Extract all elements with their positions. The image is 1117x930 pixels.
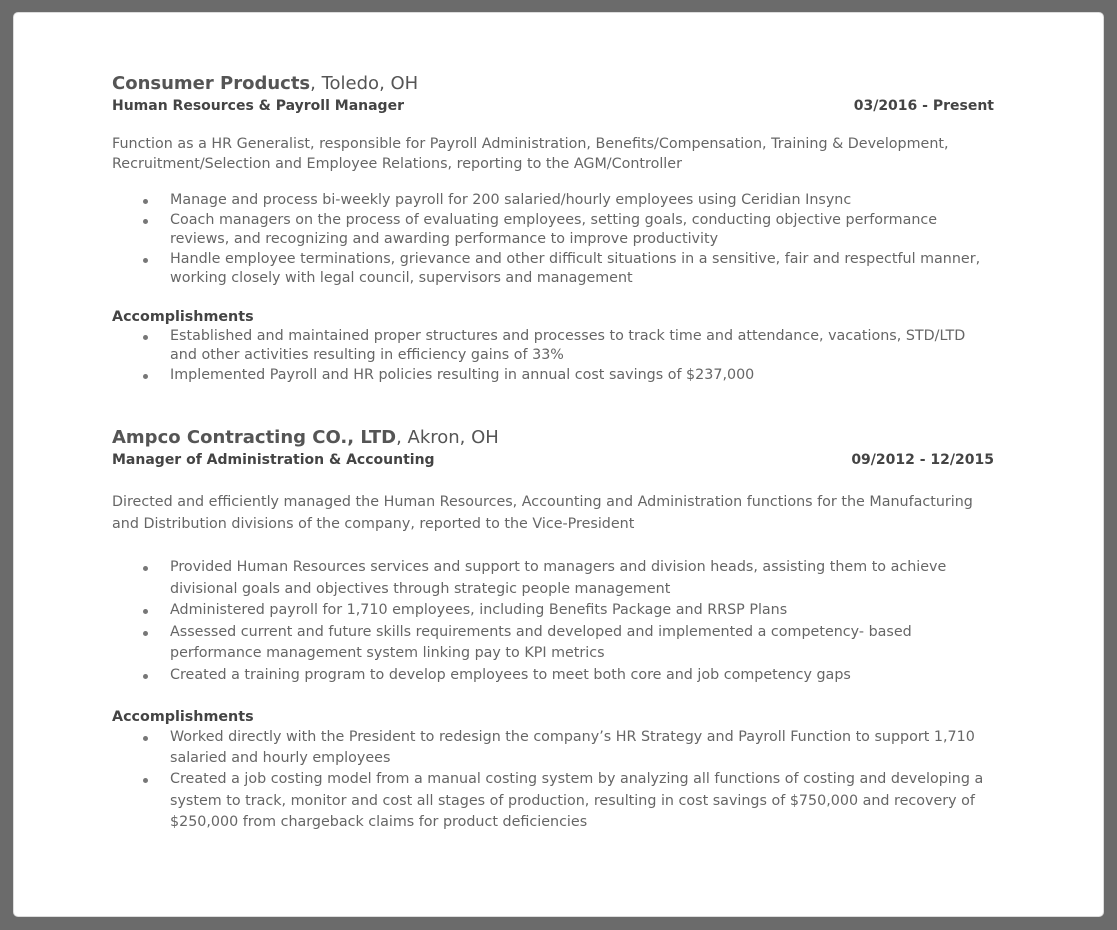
list-item: Coach managers on the process of evaluating employees, setting goals, conducting objective performance reviews, and recognizing and awarding performance to improve productivity — [112, 211, 994, 250]
job-dates: 03/2016 - Present — [853, 98, 994, 114]
job-entry-ampco-contracting — [112, 427, 994, 834]
job-title-row — [112, 450, 994, 470]
accomplishments-heading: Accomplishments — [112, 708, 254, 725]
list-item: Established and maintained proper structures and processes to track time and attendance, vacations, STD/LTD and other activities resulting in efficiency gains of 33% — [112, 327, 994, 366]
job-summary: Function as a HR Generalist, responsible for Payroll Administration, Benefits/Compensation, Training & Development, Recruitment/Selection and Employee Relations, reporting to the AGM/Controller — [112, 136, 949, 172]
job-dates: 09/2012 - 12/2015 — [851, 452, 994, 468]
list-item: Worked directly with the President to redesign the company’s HR Strategy and Payroll Function to support 1,710 salaried and hourly employees — [112, 727, 994, 770]
resume-page — [14, 13, 1103, 916]
responsibility-list — [112, 191, 994, 289]
company-line — [112, 427, 994, 449]
accomplishments-list — [112, 327, 994, 386]
list-item: Assessed current and future skills requirements and developed and implemented a competency- based performance management system linking pay to KPI metrics — [112, 622, 994, 665]
job-title-row — [112, 96, 994, 116]
job-entry-consumer-products — [112, 73, 994, 385]
list-item: Created a training program to develop employees to meet both core and job competency gaps — [112, 665, 994, 687]
company-location: , Akron, OH — [396, 427, 499, 448]
job-title: Human Resources & Payroll Manager — [112, 98, 404, 114]
company-location: , Toledo, OH — [310, 73, 419, 94]
list-item: Provided Human Resources services and support to managers and division heads, assisting them to achieve divisional goals and objectives through strategic people management — [112, 557, 994, 600]
accomplishments-heading: Accomplishments — [112, 308, 254, 325]
list-item: Manage and process bi-weekly payroll for 200 salaried/hourly employees using Ceridian Insync — [112, 191, 994, 211]
company-line — [112, 73, 994, 95]
list-item: Implemented Payroll and HR policies resulting in annual cost savings of $237,000 — [112, 366, 994, 386]
accomplishments-list — [112, 727, 994, 834]
job-summary: Directed and efficiently managed the Human Resources, Accounting and Administration functions for the Manufacturing and Distribution divisions of the company, reported to the Vice-President — [112, 494, 973, 532]
job-title: Manager of Administration & Accounting — [112, 452, 435, 468]
company-name: Consumer Products — [112, 73, 311, 94]
responsibility-list — [112, 557, 994, 687]
list-item: Handle employee terminations, grievance and other difficult situations in a sensitive, fair and respectful manner, working closely with legal council, supervisors and management — [112, 250, 994, 289]
company-name: Ampco Contracting CO., LTD — [112, 427, 397, 448]
list-item: Administered payroll for 1,710 employees, including Benefits Package and RRSP Plans — [112, 600, 994, 622]
list-item: Created a job costing model from a manual costing system by analyzing all functions of costing and developing a system to track, monitor and cost all stages of production, resulting in cost savings of $750,000 and recovery of $250,000 from chargeback claims for product deficiencies — [112, 769, 994, 833]
